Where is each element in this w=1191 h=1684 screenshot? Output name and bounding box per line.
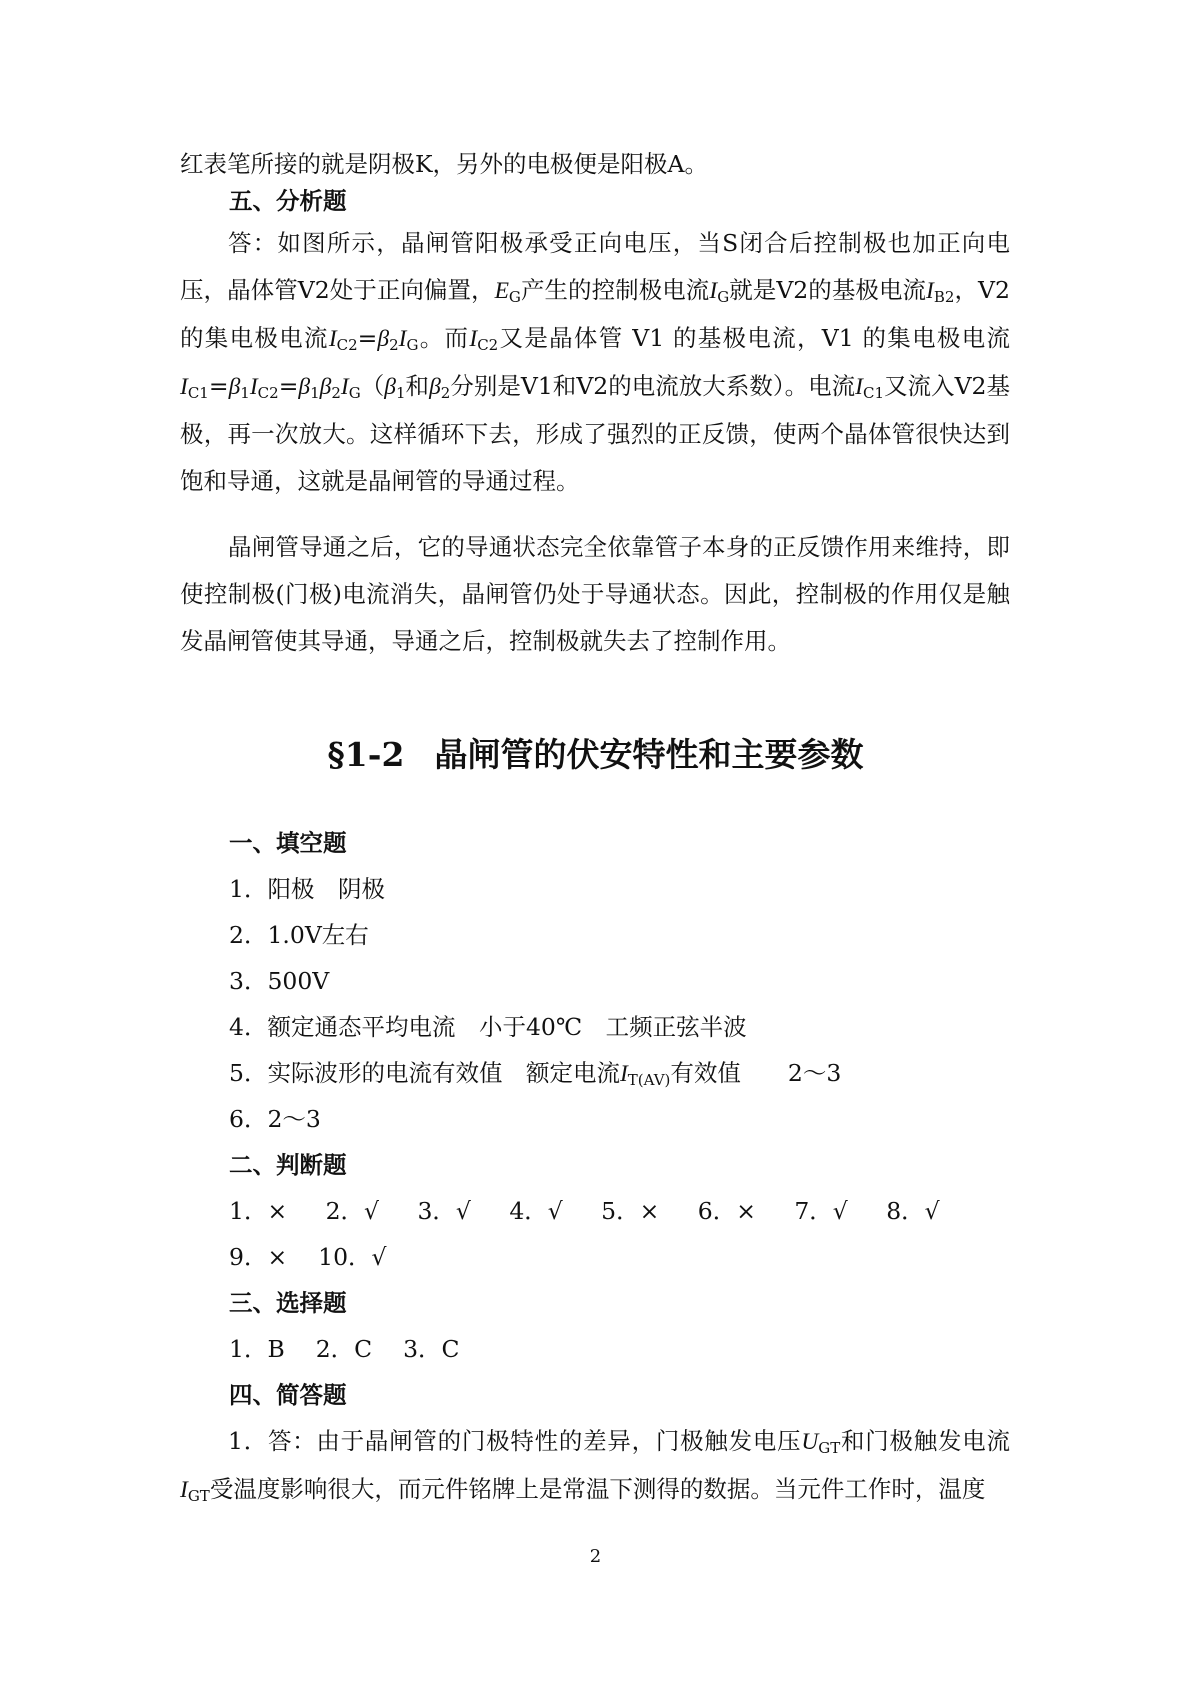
paragraph-conduction: 晶闸管导通之后，它的导通状态完全依靠管子本身的正反馈作用来维持，即使控制极(门极)电流消失，晶闸管仍处于导通状态。因此，控制极的作用仅是触发晶闸管使其导通，导通之后，控制极就失去了控制作用。 <box>180 533 1010 655</box>
heading-short-answer: 四、简答题 <box>229 1381 347 1409</box>
section-heading: 晶闸管的伏安特性和主要参数 <box>434 735 864 774</box>
judge-row-2: 9．× 10．√ <box>229 1243 387 1271</box>
judge-row-1: 1．× 2．√ 3．√ 4．√ 5．× 6．× 7．√ 8．√ <box>229 1197 940 1225</box>
paragraph-cathode-anode: 红表笔所接的就是阴极K，另外的电极便是阳极A。 <box>180 150 709 178</box>
heading-choice: 三、选择题 <box>229 1289 347 1317</box>
paragraph-short-answer: 1．答：由于晶闸管的门极特性的差异，门极触发电压$U_{GT}$和门极触发电流$I_{GT}$受温度影响很大，而元件铭牌上是常温下测得的数据。当元件工作时，温度 <box>180 1427 1011 1505</box>
page-number: 2 <box>589 1546 602 1567</box>
fill-item-4: 4．额定通态平均电流 小于40℃ 工频正弦半波 <box>229 1013 747 1041</box>
fill-item-6: 6．2～3 <box>229 1105 321 1133</box>
paragraph-analysis: 答：如图所示，晶闸管阳极承受正向电压，当S闭合后控制极也加正向电压，晶体管V2处于正向偏置，$E_G$产生的控制极电流$I_G$就是V2的基极电流$I_{B2}$，V2的集电极电流$I_{C2}=\beta_2I_G$。而$I_{C2}$又是晶体管 V1 的基极电流，V1 的集电极电流$I_{C1}=\beta_1I_{C2}=\beta_1\beta_2I_G(\beta_1$和$\beta_2$分别是V1和V2的电流放大系数）。电流$I_{C1}$又流入V2基极，再一次放大。这样循环下去，形成了强烈的正反馈，使两个晶体管很快达到饱和导通，这就是晶闸管的导通过程。 <box>180 229 1010 495</box>
fill-item-3: 3．500V <box>229 967 330 995</box>
heading-analysis: 五、分析题 <box>229 187 347 215</box>
section-title <box>0 730 1191 780</box>
heading-true-false: 二、判断题 <box>229 1151 347 1179</box>
heading-fill-in: 一、填空题 <box>229 829 347 857</box>
fill-item-5: 5．实际波形的电流有效值 额定电流$I_{T(AV)}$有效值 2～3 <box>229 1059 842 1089</box>
fill-item-2: 2．1.0V左右 <box>229 921 369 949</box>
choice-answers: 1．B 2．C 3．C <box>229 1335 460 1363</box>
fill-item-1: 1．阳极 阴极 <box>229 875 385 903</box>
section-number: §1-2 <box>327 735 405 774</box>
